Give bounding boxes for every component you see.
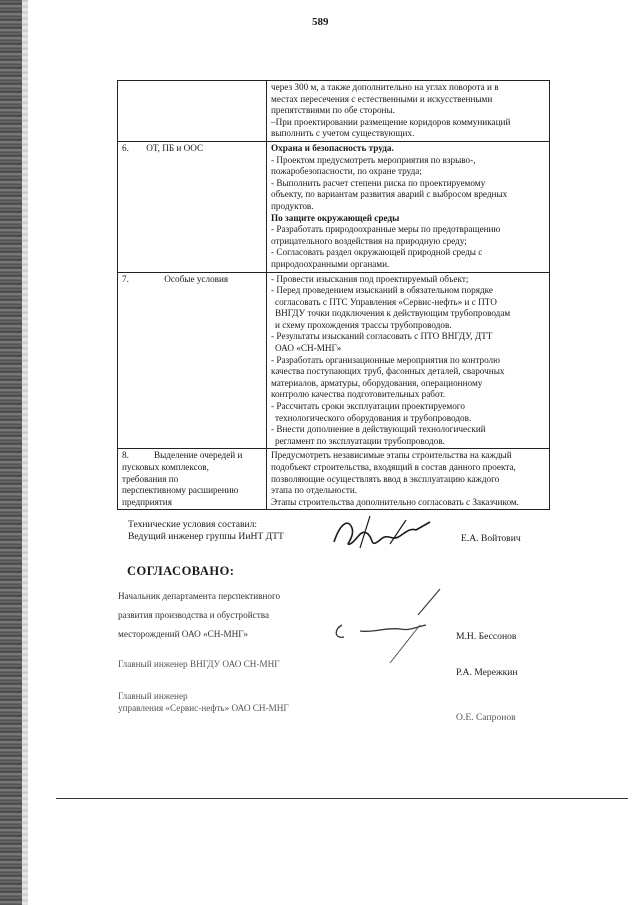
text-line: - Рассчитать сроки эксплуатации проектируемого [271,401,465,412]
text-line: - Внести дополнение в действующий технологический [271,424,486,435]
text-line: - Результаты изысканий согласовать с ПТО ВНГДУ, ДТТ [271,331,493,342]
text-line: - Выполнить расчет степени риска по проектируемому [271,177,486,188]
text-line: - Разработать организационные мероприятия по контролю [271,354,500,365]
compiled-by-block [128,519,284,543]
text-line: этапа по отдельности. [271,485,358,496]
text-line: - Перед проведением изысканий в обязательном порядке [271,285,493,296]
approved-heading: СОГЛАСОВАНО: [127,564,235,578]
text-line: качества поступающих труб, фасонных деталей, сварочных [271,366,505,377]
dept-head-block [118,587,280,644]
row-number: 8. [122,450,129,461]
row-title: ОТ, ПБ и ООС [146,142,204,153]
row7-content [267,272,550,449]
text-line: контролю качества подготовительных работ. [271,389,446,400]
bottom-divider [56,798,628,799]
text-line: ВНГДУ точки подключения к действующим трубопроводам [275,308,511,319]
chief-engineer-vngdu: Главный инженер ВНГДУ ОАО СН-МНГ [118,659,280,669]
position-line: Главный инженер [118,691,188,701]
signature-bessonov [330,585,450,665]
text-line: через 300 м, а также дополнительно на углах поворота и в [271,82,499,92]
section-heading: Охрана и безопасность труда. [271,142,394,153]
text-line: позволяющие осуществлять ввод в эксплуатацию каждого [271,473,500,484]
chief-engineer-vngdu-name: Р.А. Мережкин [456,667,518,678]
table-row [118,272,550,449]
row-continuation-text [267,81,550,142]
text-line: объекту, по вариантам развития аварий с выбросом вредных [271,189,508,200]
text-line: природоохранными органами. [271,258,390,269]
row8-content [267,449,550,510]
table-row [118,141,550,272]
text-line: продуктов. [271,200,314,211]
page-number: 589 [312,16,329,28]
chief-engineer-service-name: О.Е. Сапронов [456,712,516,723]
row-title-line: требования по [122,473,179,484]
text-line: - Согласовать раздел окружающей природной среды с [271,247,483,258]
text-line: местах пересечения с естественными и искусственными [271,93,493,104]
compiled-name: Е.А. Войтович [461,533,521,544]
scan-edge-shadow [0,0,22,905]
row-number: 7. [122,273,129,284]
row-title-line: пусковых комплексов, [122,462,209,472]
chief-engineer-service [118,690,289,714]
text-line: - Проектом предусмотреть мероприятия по взрыво-, [271,154,476,165]
text-line: Этапы строительства дополнительно согласовать с Заказчиком. [271,496,519,507]
text-line: –При проектировании размещение коридоров коммуникаций [271,116,511,127]
position-line: управления «Сервис-нефть» ОАО СН-МНГ [118,703,289,713]
row8-header [118,449,267,510]
table-row [118,449,550,510]
text-line: отрицательного воздействия на природную среду; [271,235,467,246]
position-line: Начальник департамента перспективного [118,591,281,601]
scan-edge-highlight [22,0,28,905]
text-line: выполнить с учетом существующих. [271,128,415,139]
dept-head-name: М.Н. Бессонов [456,631,517,642]
row-title-line: предприятия [122,496,172,507]
text-line: материалов, арматуры, оборудования, операционному [271,377,483,388]
text-line: Предусмотреть независимые этапы строительства на каждый [271,450,512,461]
table-row [118,81,550,142]
table-cell-empty [118,81,267,142]
signature-voitovich [330,514,440,554]
text-line: ОАО «СН-МНГ» [275,343,342,354]
row-number: 6. [122,142,129,153]
row6-content [267,141,550,272]
row-title: Особые условия [164,273,229,284]
text-line: препятствиями по обе стороны. [271,105,395,116]
text-line: пожаробезопасности, по охране труда; [271,166,422,177]
position-line: месторождений ОАО «СН-МНГ» [118,629,248,639]
text-line: согласовать с ПТС Управления «Сервис-нефть» и с ПТО [275,296,497,307]
row7-header [118,272,267,449]
row6-header [118,141,267,272]
text-line: - Провести изыскания под проектируемый объект; [271,273,469,284]
text-line: технологического оборудования и трубопроводов. [275,412,472,423]
text-line: и схему прохождения трассы трубопроводов. [275,319,452,330]
compiled-position: Ведущий инженер группы ИиНТ ДТТ [128,531,284,542]
position-line: развития производства и обустройства [118,610,270,620]
row-title-line: перспективному расширению [122,485,239,496]
row-title-line: Выделение очередей и [154,450,243,461]
specifications-table [117,80,550,510]
text-line: подобъект строительства, входящий в состав данного проекта, [271,462,516,472]
text-line: - Разработать природоохранные меры по предотвращению [271,224,501,235]
compiled-label: Технические условия составил: [128,519,258,530]
section-heading: По защите окружающей среды [271,212,400,223]
text-line: регламент по эксплуатации трубопроводов. [275,435,445,446]
